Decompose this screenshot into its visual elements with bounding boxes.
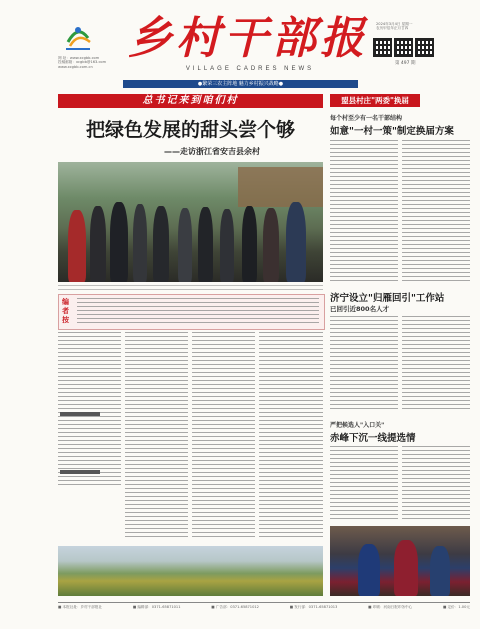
photo-figure [220, 209, 234, 282]
left-column-tag: 总书记来到咱们村 [142, 95, 239, 106]
site-url: 网 址：www.xcgbb.com [58, 56, 100, 60]
footer-item: ■ 广告部：0371-65871012 [211, 605, 259, 609]
lunar-date: 农历甲辰年正月廿四 [376, 26, 409, 31]
photo-figure [286, 202, 306, 282]
feature-photo [58, 162, 323, 282]
story1-kicker: 每个村至少有一名干部结构 [330, 115, 403, 122]
newspaper-logo-icon [62, 22, 94, 52]
photo-figure [153, 206, 169, 282]
feature-body-col3 [192, 332, 255, 540]
photo-building [238, 167, 323, 207]
footer-item: ■ 编辑部：0371-65871011 [132, 605, 181, 609]
photo-figure [110, 202, 128, 282]
feature-body-col1 [58, 332, 121, 488]
slogan-banner [123, 80, 358, 88]
footer [58, 605, 470, 613]
story2-subheadline: 已回引近800名人才 [330, 305, 390, 313]
photo-figure [263, 208, 279, 282]
photo-figure [68, 210, 86, 282]
email: 投稿邮箱：xcgbb@163.com [58, 60, 107, 65]
feature-body-col4 [259, 332, 323, 540]
photo-figure [430, 546, 450, 596]
date-block [376, 22, 456, 31]
story3-headline: 赤峰下沉一线提选情 [330, 433, 416, 444]
qr-code-2 [394, 38, 413, 57]
left-info [58, 56, 128, 69]
masthead-subtitle: VILLAGE CADRES NEWS [185, 66, 315, 72]
feature-headline: 把绿色发展的甜头尝个够 [85, 119, 295, 141]
story3-kicker: 严把候选人"入口关" [330, 422, 385, 429]
landscape-photo [58, 546, 323, 596]
site-url-alt: www.xcgbb.com.cn [58, 64, 93, 69]
photo-figure [358, 544, 380, 596]
masthead [0, 0, 480, 86]
story2-body-col1 [330, 316, 398, 412]
right-column-tag: 盟县村庄"两委"换届 [341, 96, 409, 105]
footer-item: ■ 本报社址：乡村干部报社 [58, 605, 103, 609]
editor-note-box [58, 294, 325, 330]
feature-body-col2 [125, 332, 188, 540]
footer-item: ■ 定价：1.00元 [443, 605, 470, 609]
issue-number: 第 497 期 [395, 61, 416, 66]
photo-figure [394, 540, 418, 596]
editor-note-text [77, 298, 319, 326]
right-column-tag-bar [330, 94, 420, 107]
story3-body-col1 [330, 446, 398, 520]
section-subhead-marker [60, 412, 100, 416]
story1-headline: 如意"一村一策"制定换届方案 [330, 126, 454, 137]
left-column-tag-bar [58, 94, 323, 108]
qr-code-3 [415, 38, 434, 57]
photo-figure [178, 208, 192, 282]
slogan-text: ●繁荣三农主阵地 魅力乡村振兴战略● [197, 81, 284, 87]
photo-figure [242, 206, 257, 282]
section-subhead-marker [60, 470, 100, 474]
feature-subheadline: ——走访浙江省安吉县余村 [164, 147, 260, 156]
photo-figure [133, 204, 147, 282]
photo-caption [58, 285, 323, 291]
story2-body-col2 [402, 316, 470, 412]
story1-body-col1 [330, 140, 398, 282]
photo-figure [90, 206, 106, 282]
story2-headline: 济宁设立"归雁回引"工作站 [330, 293, 445, 304]
footer-rule [58, 602, 470, 603]
culture-photo [330, 526, 470, 596]
photo-figure [198, 207, 213, 282]
qr-code-1 [373, 38, 392, 57]
story1-body-col2 [402, 140, 470, 282]
editor-note-label: 编者按 [62, 298, 69, 324]
footer-item: ■ 发行部：0371-65871013 [289, 605, 338, 609]
date-line: 2024年3月4日 星期一 [376, 22, 413, 26]
masthead-title: 乡村干部报 [128, 13, 368, 64]
footer-item: ■ 印刷：河南日报印务中心 [368, 605, 413, 609]
story3-body-col2 [402, 446, 470, 520]
